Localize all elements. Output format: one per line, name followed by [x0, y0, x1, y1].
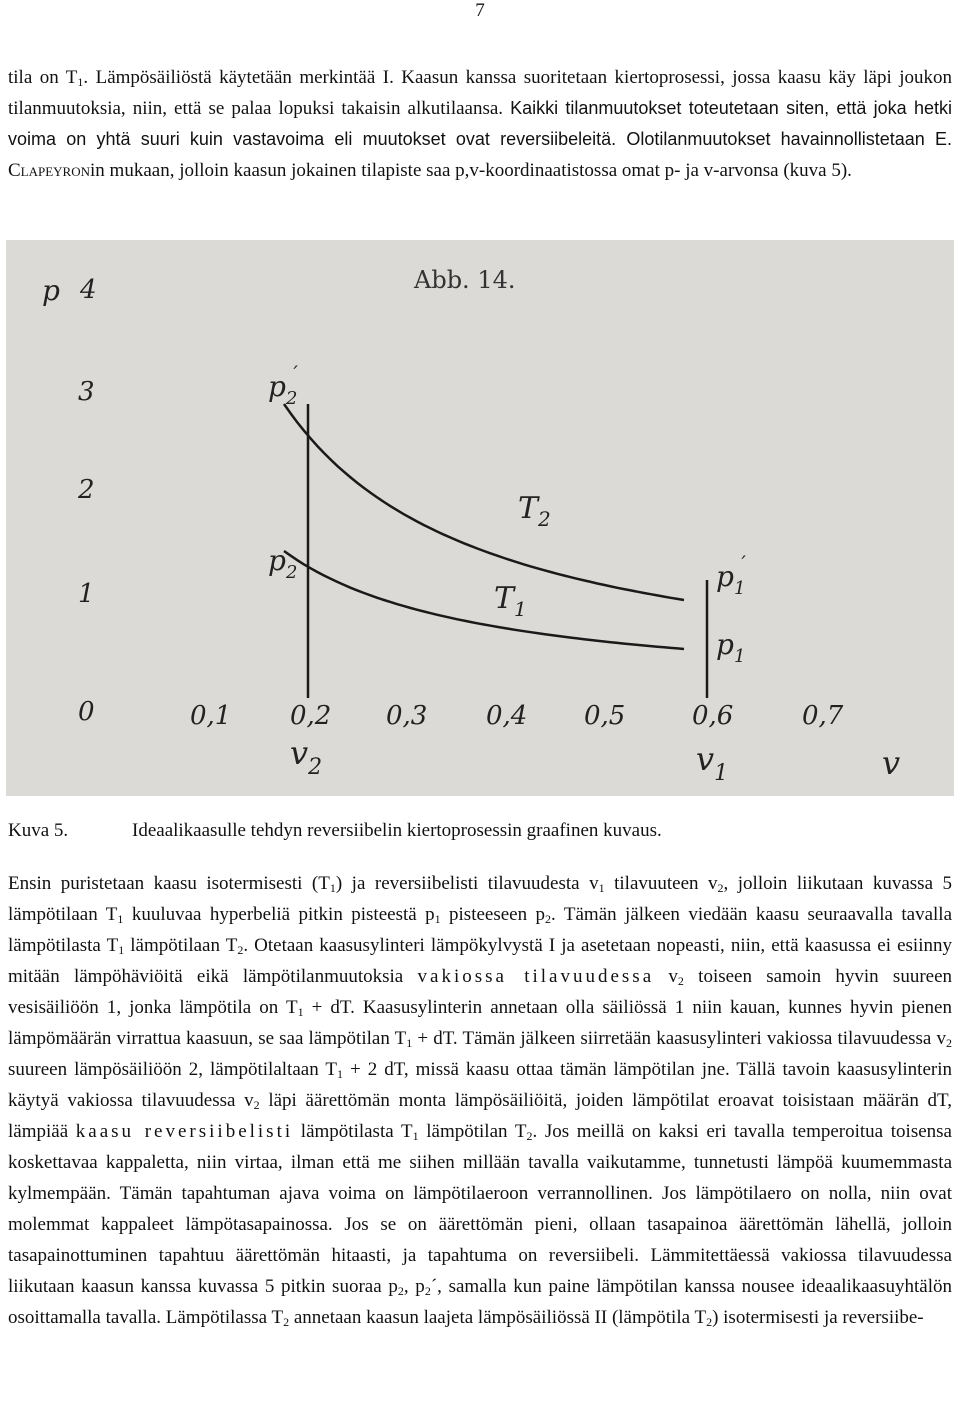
text-run: suureen lämpösäiliöön 2, lämpötilaltaan T [8, 1059, 337, 1080]
y-tick-2: 2 [78, 475, 95, 505]
subscript: 1 [598, 881, 605, 895]
subscript: 2 [677, 974, 684, 988]
label-v1: $v_1$ [696, 740, 729, 786]
x-tick-0-2: 0,2 [290, 701, 332, 731]
text-run: Ensin puristetaan kaasu isotermisesti (T [8, 873, 330, 894]
subscript: 2 [706, 1315, 713, 1329]
caption-label: Kuva 5. [8, 820, 69, 841]
text-run: ´, samalla kun paine lämpötilan kanssa nousee ideaalikaasuyhtälön osoittamalla tavalla. Lämpötilassa T [8, 1276, 952, 1328]
text-run: + 2 dT, missä kaasu ottaa tämän lämpötilan jne. Tällä tavoin kaasusylinterin käytyä vakiossa tilavuudessa v [8, 1059, 952, 1111]
subscript: 1 [117, 912, 124, 926]
text-run: in mukaan, jolloin kaasun jokainen tilapiste saa p,v-koordinaatistossa omat p- ja v-arvonsa (kuva 5). [90, 160, 852, 181]
emphasis-spaced: vakiossa tilavuudessa [417, 966, 655, 987]
label-p2: $p_2$ [268, 544, 298, 583]
x-tick-0-5: 0,5 [584, 701, 626, 731]
subscript: 1 [77, 75, 84, 89]
figure-pv-diagram [6, 240, 954, 796]
y-tick-4: 4 [80, 275, 97, 305]
page-number: 7 [475, 0, 485, 21]
text-run: . Otetaan kaasusylinteri lämpökylvystä I ja asetetaan nopeasti, niin, että kaasussa ei esiinny mitään lämpöhäviöitä eikä lämpötilanmuutoksia [8, 935, 952, 987]
label-p2-prime: $p_2'$ [268, 361, 298, 409]
pv-diagram [6, 240, 954, 796]
subscript: 1 [406, 1036, 413, 1050]
subscript: 1 [434, 912, 441, 926]
y-tick-1: 1 [78, 579, 95, 609]
x-tick-0-4: 0,4 [486, 701, 528, 731]
text-run: ) ja reversiibelisti tilavuudesta v [335, 873, 599, 894]
subscript: 2 [526, 1129, 533, 1143]
text-run: lämpötilaan T [124, 935, 238, 956]
caption-text: Ideaalikaasulle tehdyn reversiibelin kiertoprosessin graafinen kuvaus. [132, 820, 662, 841]
label-v2: $v_2$ [290, 734, 323, 780]
subscript: 2 [283, 1315, 290, 1329]
text-run: lämpötilasta T [293, 1121, 413, 1142]
text-run: . Lämpösäiliöstä käytetään merkintää I. Kaasun kanssa suoritetaan kiertoprosessi, jossa kaasu käy läpi joukon tilanmuutoksia, niin, että se palaa lopuksi takaisin alkutilaansa. [8, 67, 952, 119]
subscript: 1 [412, 1129, 419, 1143]
text-run: toiseen samoin hyvin suureen vesisäiliöön 1, jonka lämpötila on T [8, 966, 953, 1018]
text-run: ) isotermisesti ja reversiibe- [712, 1307, 924, 1328]
text-run: , p [403, 1276, 425, 1297]
subscript: 2 [717, 881, 724, 895]
text-run: pisteeseen p [440, 904, 546, 925]
text-run: tila on T [8, 67, 78, 88]
subscript: 2 [237, 943, 244, 957]
text-run: . Tämän jälkeen viedään kaasu seuraavalla tavalla lämpötilasta T [8, 904, 953, 956]
x-axis-letter: v [882, 744, 901, 782]
intro-paragraph [8, 62, 952, 186]
subscript: 2 [946, 1036, 953, 1050]
text-run: läpi äärettömän monta lämpösäiliöitä, joiden lämpötilat eroavat toisistaan määrän dT, lämpiää [8, 1090, 952, 1142]
label-t1: $T_1$ [494, 581, 527, 621]
text-run: lämpötilan T [418, 1121, 527, 1142]
text-run: + dT. Kaasusylinterin annetaan olla säiliössä 1 niin kauan, kunnes hyvin pienen lämpömäärän virrattua kaasuun, se saa lämpötilan T [8, 997, 952, 1049]
text-run: tilavuuteen v [604, 873, 718, 894]
text-run: Kaikki tilanmuutokset toteutetaan siten, että joka hetki voima on yhtä suuri kuin vastavoima eli muutokset ovat reversiibeleitä. Olotilanmuutokset havainnollistetaan E. [8, 98, 952, 149]
isotherm-t1-curve [284, 551, 684, 649]
label-p1: $p_1$ [716, 628, 746, 667]
emphasis-spaced: kaasu reversiibelisti [75, 1121, 294, 1142]
label-t2: $T_2$ [518, 491, 551, 531]
text-run: annetaan kaasun laajeta lämpösäiliössä II (lämpötila T [289, 1307, 707, 1328]
x-tick-0-1: 0,1 [190, 701, 232, 731]
origin-label: 0 [78, 697, 95, 727]
y-axis-letter: p [42, 274, 60, 307]
x-tick-0-6: 0,6 [692, 701, 734, 731]
text-run: + dT. Tämän jälkeen siirretään kaasusylinteri vakiossa tilavuudessa v [412, 1028, 947, 1049]
subscript: 2 [545, 912, 552, 926]
isotherm-t2-curve [284, 404, 684, 600]
text-run: v [654, 966, 678, 987]
text-run: . Jos meillä on kaksi eri tavalla temperoitua toisensa koskettavaa kappaletta, niin virtaa, ilman että me siihen millään tavalla vaikutamme, tunnetusti lämpöä kuumemmasta kylmempään. Tämän tapahtuman ajava voima on lämpötilaeroon verrannollinen. Jos lämpötilaero on nolla, niin ovat molemmat kappaleet lämpötasapainossa. Jos se on äärettömän pieni, ollaan tasapainoa äärettömän lähellä, jolloin tasapainottuminen tapahtuu äärettömän hitaasti, ja tapahtuma on reversiibeli. Lämmitettäessä vakiossa tilavuudessa liikutaan kaasun kanssa kuvassa 5 pitkin suoraa p [8, 1121, 952, 1297]
subscript: 2 [424, 1284, 431, 1298]
subscript: 2 [253, 1098, 260, 1112]
subscript: 2 [397, 1284, 404, 1298]
subscript: 1 [336, 1067, 343, 1081]
text-run: kuuluvaa hyperbeliä pitkin pisteestä p [123, 904, 435, 925]
subscript: 1 [118, 943, 125, 957]
subscript: 1 [329, 881, 336, 895]
x-tick-0-7: 0,7 [802, 701, 844, 731]
x-tick-0-3: 0,3 [386, 701, 428, 731]
label-p1-prime: $p_1'$ [716, 551, 746, 599]
author-name: Clapeyron [8, 160, 91, 181]
y-tick-3: 3 [78, 377, 95, 407]
main-paragraph [8, 868, 952, 1333]
subscript: 1 [297, 1005, 304, 1019]
text-run: , jolloin liikutaan kuvassa 5 lämpötilaan T [8, 873, 952, 925]
figure-title: Abb. 14. [414, 266, 516, 294]
